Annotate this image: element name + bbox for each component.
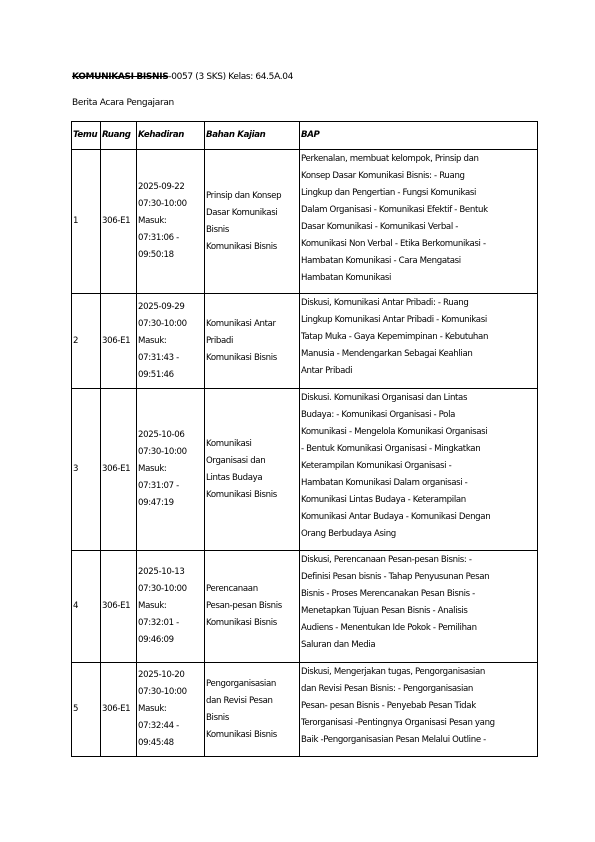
- cell-temu: 5: [72, 663, 101, 757]
- cell-kehadiran: [137, 150, 205, 294]
- table-row: [72, 150, 538, 294]
- cell-ruang: 306-E1: [101, 150, 137, 294]
- bap-line: dan Revisi Pesan Bisnis: - Pengorganisasian: [301, 684, 473, 694]
- column-header-ruang: Ruang: [101, 122, 137, 150]
- bap-line: Menetapkan Tujuan Pesan Bisnis - Analisis: [301, 606, 468, 616]
- kehadiran-line: 07:30-10:00: [138, 318, 187, 329]
- bap-line: Komunikasi Lintas Budaya - Keterampilan: [301, 495, 466, 505]
- cell-bap: [300, 294, 538, 389]
- bahan-line: Perencanaan: [206, 584, 258, 594]
- cell-ruang: 306-E1: [101, 551, 137, 663]
- cell-temu: 4: [72, 551, 101, 663]
- bap-line: Budaya: - Komunikasi Organisasi - Pola: [301, 410, 456, 420]
- column-header-kehadiran: Kehadiran: [137, 122, 205, 150]
- bahan-line: Komunikasi: [206, 438, 252, 449]
- cell-bahan-kajian: [205, 389, 300, 551]
- bahan-line: dan Revisi Pesan: [206, 695, 273, 706]
- kehadiran-line: 07:30-10:00: [138, 199, 187, 209]
- bap-line: Diskusi, Perencanaan Pesan-pesan Bisnis: -: [301, 555, 472, 565]
- table-row: [72, 663, 538, 757]
- kehadiran-line: 09:50:18: [138, 250, 174, 260]
- cell-bap: [300, 551, 538, 663]
- cell-bap: [300, 150, 538, 294]
- cell-temu: 3: [72, 389, 101, 551]
- kehadiran-line: Masuk:: [138, 335, 167, 346]
- bap-line: Definisi Pesan bisnis - Tahap Penyusunan Pesan: [301, 572, 490, 582]
- kehadiran-line: 07:30-10:00: [138, 687, 187, 697]
- bap-line: Hambatan Komunikasi - Cara Mengatasi: [301, 256, 461, 266]
- bap-line: - Bentuk Komunikasi Organisasi - Mingkatkan: [301, 444, 481, 454]
- bahan-line: Komunikasi Bisnis: [206, 729, 277, 740]
- kehadiran-line: 07:31:06 -: [138, 233, 179, 243]
- bap-line: Dalam Organisasi - Komunikasi Efektif - Bentuk: [301, 205, 488, 215]
- bap-line: Manusia - Mendengarkan Sebagai Keahlian: [301, 349, 473, 359]
- bahan-line: Organisasi dan: [206, 455, 266, 466]
- bap-line: Komunikasi Antar Budaya - Komunikasi Dengan: [301, 512, 491, 522]
- course-details: -0057 (3 SKS) Kelas: 64.5A.04: [168, 72, 293, 82]
- bap-line: Diskusi, Komunikasi Antar Pribadi: - Ruang: [301, 298, 469, 308]
- kehadiran-line: 2025-10-06: [138, 430, 185, 440]
- bap-line: Pesan- pesan Bisnis - Penyebab Pesan Tidak: [301, 701, 476, 711]
- teaching-record-table: [71, 121, 538, 757]
- column-header-bahan-kajian: Bahan Kajian: [205, 122, 300, 150]
- bap-line: Saluran dan Media: [301, 640, 376, 650]
- bap-line: Audiens - Menentukan Ide Pokok - Pemilihan: [301, 623, 477, 633]
- kehadiran-line: 09:51:46: [138, 369, 174, 380]
- bap-line: Baik -Pengorganisasian Pesan Melalui Outline -: [301, 735, 486, 745]
- bahan-line: Lintas Budaya: [206, 472, 263, 483]
- cell-kehadiran: [137, 663, 205, 757]
- kehadiran-line: 09:47:19: [138, 498, 174, 508]
- bap-line: Lingkup dan Pengertian - Fungsi Komunikasi: [301, 188, 477, 198]
- kehadiran-line: Masuk:: [138, 464, 167, 474]
- cell-ruang: 306-E1: [101, 663, 137, 757]
- bahan-line: Komunikasi Bisnis: [206, 489, 277, 500]
- cell-kehadiran: [137, 551, 205, 663]
- bahan-line: Pribadi: [206, 335, 234, 346]
- cell-bap: [300, 389, 538, 551]
- kehadiran-line: 2025-10-20: [138, 670, 185, 680]
- table-row: [72, 294, 538, 389]
- kehadiran-line: Masuk:: [138, 704, 167, 714]
- bahan-line: Prinsip dan Konsep: [206, 190, 282, 201]
- bahan-line: Komunikasi Bisnis: [206, 352, 277, 363]
- bahan-line: Bisnis: [206, 224, 229, 235]
- bap-line: Diskusi, Mengerjakan tugas, Pengorganisasian: [301, 667, 485, 677]
- course-header: [72, 72, 293, 82]
- bap-line: Terorganisasi -Pentingnya Organisasi Pesan yang: [301, 718, 495, 728]
- cell-temu: 2: [72, 294, 101, 389]
- bap-line: Hambatan Komunikasi Dalam organisasi -: [301, 478, 468, 488]
- bap-line: Orang Berbudaya Asing: [301, 529, 396, 539]
- kehadiran-line: 07:30-10:00: [138, 584, 187, 594]
- table-row: [72, 389, 538, 551]
- cell-bahan-kajian: [205, 294, 300, 389]
- column-header-temu: Temu: [72, 122, 101, 150]
- cell-bahan-kajian: [205, 663, 300, 757]
- table-row: [72, 551, 538, 663]
- cell-kehadiran: [137, 389, 205, 551]
- bap-line: Diskusi. Komunikasi Organisasi dan Lintas: [301, 393, 468, 403]
- kehadiran-line: 09:46:09: [138, 635, 174, 645]
- kehadiran-line: 09:45:48: [138, 738, 174, 748]
- course-name: KOMUNIKASI BISNIS: [72, 72, 169, 82]
- bahan-line: Komunikasi Bisnis: [206, 241, 277, 252]
- bahan-line: Komunikasi Bisnis: [206, 618, 277, 628]
- bap-line: Komunikasi Non Verbal - Etika Berkomunikasi -: [301, 239, 486, 249]
- bahan-line: Komunikasi Antar: [206, 318, 276, 329]
- kehadiran-line: 07:30-10:00: [138, 447, 187, 457]
- cell-ruang: 306-E1: [101, 389, 137, 551]
- bap-line: Bisnis - Proses Merencanakan Pesan Bisnis -: [301, 589, 475, 599]
- kehadiran-line: 2025-09-22: [138, 182, 185, 192]
- bap-line: Perkenalan, membuat kelompok, Prinsip dan: [301, 154, 479, 164]
- kehadiran-line: Masuk:: [138, 601, 167, 611]
- cell-temu: 1: [72, 150, 101, 294]
- bahan-line: Pengorganisasian: [206, 678, 276, 689]
- cell-kehadiran: [137, 294, 205, 389]
- kehadiran-line: 2025-10-13: [138, 567, 185, 577]
- bahan-line: Bisnis: [206, 712, 229, 723]
- bahan-line: Dasar Komunikasi: [206, 207, 278, 218]
- kehadiran-line: Masuk:: [138, 216, 167, 226]
- cell-bahan-kajian: [205, 150, 300, 294]
- bap-line: Dasar Komunikasi - Komunikasi Verbal -: [301, 222, 459, 232]
- cell-bap: [300, 663, 538, 757]
- kehadiran-line: 07:32:01 -: [138, 618, 179, 628]
- bap-line: Antar Pribadi: [301, 366, 353, 376]
- kehadiran-line: 2025-09-29: [138, 301, 185, 312]
- cell-bahan-kajian: [205, 551, 300, 663]
- kehadiran-line: 07:31:07 -: [138, 481, 179, 491]
- bap-line: Hambatan Komunikasi: [301, 273, 392, 283]
- bap-line: Tatap Muka - Gaya Kepemimpinan - Kebutuhan: [301, 332, 489, 342]
- column-header-bap: BAP: [300, 122, 538, 150]
- cell-ruang: 306-E1: [101, 294, 137, 389]
- bahan-line: Pesan-pesan Bisnis: [206, 601, 282, 611]
- bap-line: Lingkup Komunikasi Antar Pribadi - Komunikasi: [301, 315, 487, 325]
- bap-line: Keterampilan Komunikasi Organisasi -: [301, 461, 452, 471]
- kehadiran-line: 07:32:44 -: [138, 721, 179, 731]
- kehadiran-line: 07:31:43 -: [138, 352, 179, 363]
- bap-line: Konsep Dasar Komunikasi Bisnis: - Ruang: [301, 171, 465, 181]
- document-subtitle: Berita Acara Pengajaran: [72, 98, 174, 108]
- bap-line: Komunikasi - Mengelola Komunikasi Organisasi: [301, 427, 488, 437]
- table-header-row: [72, 122, 538, 150]
